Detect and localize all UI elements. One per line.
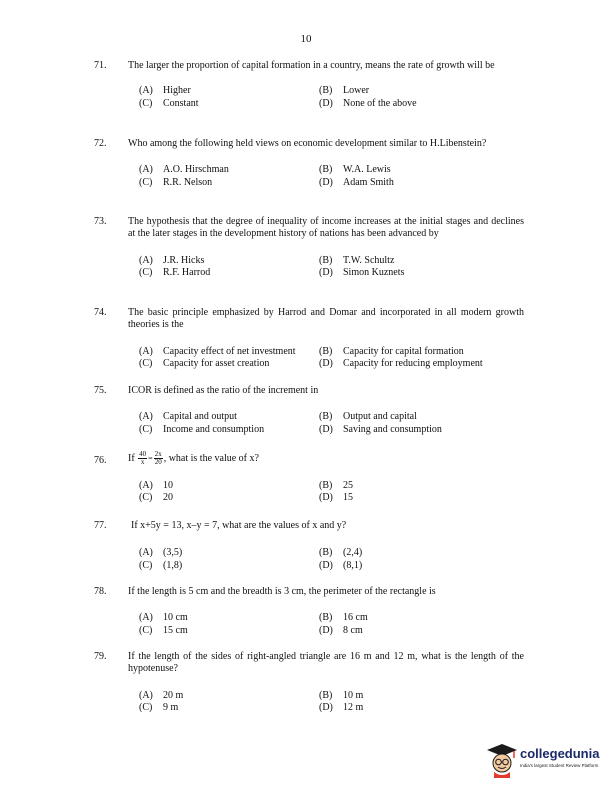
question-text: If the length of the sides of right-angled triangle are 16 m and 12 m, what is the length of the hypotenuse? — [128, 651, 524, 675]
option-a: (A) (3,5) — [139, 547, 183, 559]
option-a: (A) Higher — [139, 85, 191, 97]
logo-brand-text: collegedunia — [520, 746, 600, 761]
question-text: The basic principle emphasized by Harrod and Domar and incorporated in all modern growth theories is the — [128, 307, 524, 331]
option-d: (D) Capacity for reducing employment — [319, 358, 483, 370]
option-b: (B) W.A. Lewis — [319, 164, 391, 176]
question-number: 78. — [94, 586, 107, 597]
option-d: (D) 12 m — [319, 702, 364, 714]
question-79 — [94, 651, 524, 715]
page-number: 10 — [300, 33, 312, 45]
option-c: (C) Constant — [139, 97, 199, 109]
option-b: (B) Lower — [319, 85, 370, 97]
option-c: (C) (1,8) — [139, 559, 183, 571]
option-d: (D) Adam Smith — [319, 176, 394, 188]
question-number: 72. — [94, 138, 107, 149]
option-a: (A) A.O. Hirschman — [139, 164, 229, 176]
option-c: (C) 20 — [139, 492, 173, 504]
option-d: (D) None of the above — [319, 97, 417, 109]
question-71 — [94, 60, 524, 110]
question-text: If $\frac{40}{x}$ = $\frac{2x}{20}$ , what is the value of x? — [128, 450, 259, 466]
option-b: (B) (2,4) — [319, 547, 363, 559]
question-number: 77. — [94, 520, 107, 531]
question-text: ICOR is defined as the ratio of the increment in — [128, 385, 319, 396]
fraction-40-over-x: $\frac{40}{x}$ — [139, 450, 147, 466]
option-b: (B) 25 — [319, 480, 353, 491]
option-d: (D) 15 — [319, 492, 353, 504]
question-number: 73. — [94, 216, 107, 227]
option-a: (A) 20 m — [139, 689, 184, 701]
question-text: If the length is 5 cm and the breadth is 3 cm, the perimeter of the rectangle is — [128, 586, 436, 597]
student-mascot-icon — [486, 742, 518, 778]
option-c: (C) R.F. Harrod — [139, 267, 211, 279]
question-number: 71. — [94, 60, 107, 71]
option-c: (C) Capacity for asset creation — [139, 358, 270, 370]
fraction-2x-over-20: $\frac{2x}{20}$ — [154, 450, 162, 466]
question-number: 76. — [94, 455, 107, 466]
collegedunia-logo — [486, 742, 606, 782]
option-a: (A) Capital and output — [139, 411, 237, 423]
option-b: (B) 16 cm — [319, 612, 368, 624]
option-c: (C) R.R. Nelson — [139, 176, 213, 188]
option-c: (C) Income and consumption — [139, 423, 265, 435]
option-d: (D) 8 cm — [319, 624, 363, 636]
option-b: (B) 10 m — [319, 689, 364, 701]
option-d: (D) (8,1) — [319, 559, 363, 571]
option-a: (A) Capacity effect of net investment — [139, 345, 296, 357]
question-74 — [94, 307, 524, 371]
question-72 — [94, 138, 524, 189]
question-73 — [94, 216, 524, 280]
question-77 — [94, 520, 524, 572]
option-b: (B) Capacity for capital formation — [319, 345, 464, 357]
question-78 — [94, 586, 524, 637]
option-b: (B) T.W. Schultz — [319, 254, 395, 266]
question-75 — [94, 385, 524, 436]
option-c: (C) 15 cm — [139, 624, 188, 636]
question-number: 75. — [94, 385, 107, 396]
logo-tagline: India's largest Student Review Platform — [520, 763, 599, 768]
option-b: (B) Output and capital — [319, 411, 417, 423]
question-text: The hypothesis that the degree of inequality of income increases at the initial stages and declines at the later stages in the development history of nations has been advanced by — [128, 216, 524, 240]
option-a: (A) J.R. Hicks — [139, 254, 205, 266]
option-a: (A) 10 — [139, 480, 173, 491]
option-a: (A) 10 cm — [139, 612, 188, 624]
question-number: 79. — [94, 651, 107, 662]
question-text: The larger the proportion of capital formation in a country, means the rate of growth will be — [128, 60, 495, 71]
option-d: (D) Saving and consumption — [319, 423, 442, 435]
question-number: 74. — [94, 307, 107, 318]
question-76 — [94, 451, 524, 505]
question-text: Who among the following held views on economic development similar to H.Libenstein? — [128, 138, 487, 149]
question-text: If x+5y = 13, x–y = 7, what are the values of x and y? — [131, 520, 347, 531]
option-c: (C) 9 m — [139, 702, 179, 714]
option-d: (D) Simon Kuznets — [319, 267, 405, 279]
